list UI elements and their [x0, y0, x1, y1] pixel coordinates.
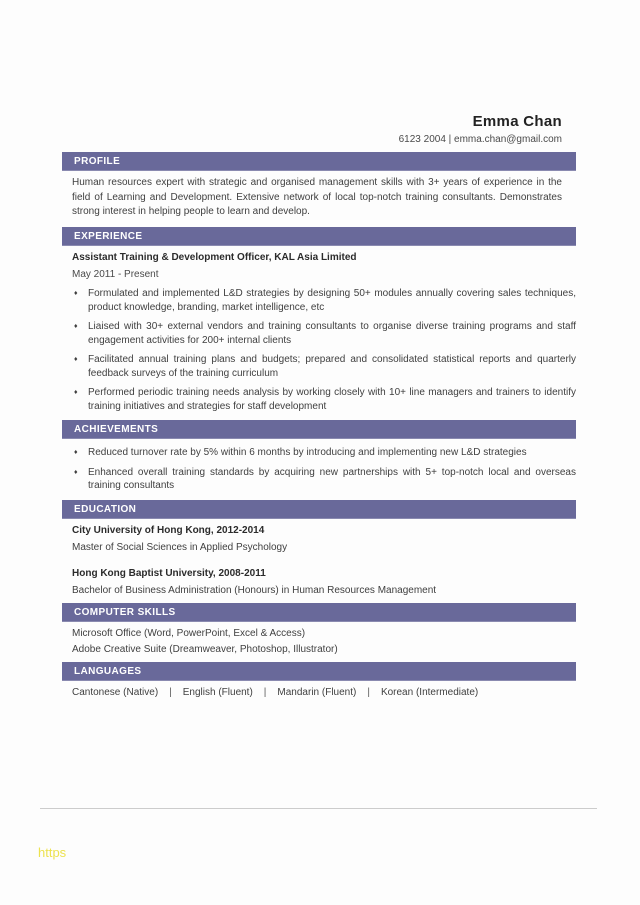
language-item: English (Fluent)	[182, 686, 253, 698]
bullet-icon: ♦	[74, 468, 78, 476]
bullet-icon: ♦	[74, 356, 78, 364]
section-header-computer-skills: COMPUTER SKILLS	[62, 603, 576, 622]
experience-bullet-list	[62, 287, 576, 413]
skill-line: Adobe Creative Suite (Dreamweaver, Photoshop, Illustrator)	[72, 643, 338, 655]
skill-line: Microsoft Office (Word, PowerPoint, Excel & Access)	[72, 627, 306, 639]
section-languages	[62, 687, 576, 698]
footer-url-link[interactable]: https	[38, 845, 67, 860]
section-profile	[62, 176, 576, 220]
separator: |	[367, 686, 370, 698]
list-item	[62, 320, 576, 347]
section-header-profile: PROFILE	[62, 152, 576, 171]
job-title: Assistant Training & Development Officer, KAL Asia Limited	[72, 252, 357, 264]
bullet-icon: ♦	[74, 290, 78, 298]
separator: |	[169, 686, 172, 698]
experience-bullet-text: Performed periodic training needs analysis by working closely with 10+ line managers and trainers to identify training initiatives and strategies for staff development	[88, 387, 576, 412]
school-name: City University of Hong Kong, 2012-2014	[72, 524, 265, 536]
experience-bullet-text: Formulated and implemented L&D strategies by designing 50+ modules annually covering sales techniques, product knowledge, branding, market intelligence, etc	[88, 288, 576, 313]
separator: |	[263, 686, 267, 698]
list-item	[62, 287, 576, 314]
school-name: Hong Kong Baptist University, 2008-2011	[72, 567, 266, 579]
languages-line	[72, 687, 562, 698]
education-entry	[72, 525, 562, 553]
language-item: Cantonese (Native)	[72, 686, 159, 698]
section-header-experience: EXPERIENCE	[62, 227, 576, 246]
language-item: Mandarin (Fluent)	[277, 686, 357, 698]
degree-name: Master of Social Sciences in Applied Psychology	[72, 541, 288, 553]
footer-divider	[40, 808, 597, 809]
resume-content	[62, 0, 576, 698]
job-dates: May 2011 - Present	[72, 269, 159, 281]
achievements-bullet-list	[62, 446, 576, 493]
experience-bullet-text: Facilitated annual training plans and budgets; prepared and consolidated statistical reports and quarterly feedback surveys of the training curriculum	[88, 354, 576, 379]
bullet-icon: ♦	[74, 389, 78, 397]
section-experience	[62, 252, 576, 280]
language-item: Korean (Intermediate)	[380, 686, 479, 698]
list-item	[62, 446, 576, 460]
contact-info: 6123 2004 | emma.chan@gmail.com	[398, 134, 562, 145]
achievement-bullet-text: Reduced turnover rate by 5% within 6 months by introducing and implementing new L&D strategies	[88, 447, 527, 459]
section-computer-skills	[62, 628, 576, 655]
section-header-achievements: ACHIEVEMENTS	[62, 420, 576, 439]
section-header-languages: LANGUAGES	[62, 662, 576, 681]
list-item	[62, 353, 576, 380]
section-header-education: EDUCATION	[62, 500, 576, 519]
profile-summary: Human resources expert with strategic and organised management skills with 3+ years of experience in the field of Learning and Development. Extensive network of local top-notch training consultants. Demonstrates strong interest in helping people to learn and develop.	[72, 177, 562, 218]
list-item	[62, 466, 576, 493]
bullet-icon: ♦	[74, 323, 78, 331]
list-item	[62, 386, 576, 413]
candidate-name: Emma Chan	[472, 113, 562, 130]
achievement-bullet-text: Enhanced overall training standards by acquiring new partnerships with 5+ top-notch local and overseas training consultants	[88, 466, 576, 492]
section-education	[62, 525, 576, 596]
education-entry	[72, 568, 562, 596]
degree-name: Bachelor of Business Administration (Honours) in Human Resources Management	[72, 584, 437, 596]
experience-bullet-text: Liaised with 30+ external vendors and training consultants to organise diverse training programs and staff engagement activities for 200+ internal clients	[88, 321, 576, 346]
resume-header	[62, 0, 576, 145]
bullet-icon: ♦	[74, 449, 78, 457]
